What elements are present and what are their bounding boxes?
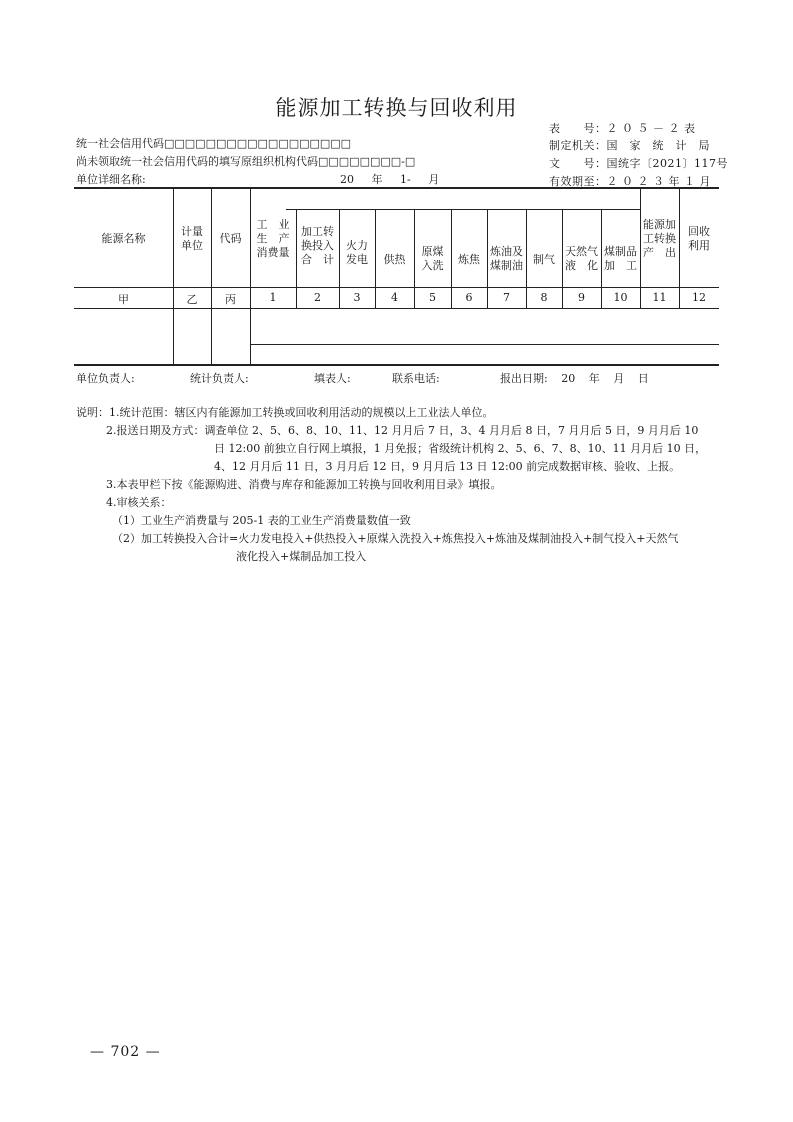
unit-head-label: 单位负责人: bbox=[76, 372, 135, 385]
report-period: 20 年 1- 月 bbox=[340, 173, 440, 186]
header-recycling: 回收 利用 bbox=[688, 225, 710, 252]
header-thermal-power: 火力 发电 bbox=[346, 239, 368, 266]
note-2-cont: 4、12 月月后 11 日，3 月月后 12 日，9 月月后 13 日 12:00 前完成数据审核、验收、上报。 bbox=[214, 460, 681, 473]
page-title: 能源加工转换与回收利用 bbox=[275, 96, 518, 120]
header-energy-name: 能源名称 bbox=[101, 232, 146, 245]
valid-until: 有效期至：２ ０ ２ ３ 年 １ 月 bbox=[549, 175, 711, 188]
header-industrial-consumption: 工 业 生 产 消费量 bbox=[256, 218, 290, 259]
notes-section bbox=[76, 404, 726, 566]
energy-conversion-table bbox=[74, 187, 719, 365]
note-2-cont: 日 12:00 前独立自行网上填报，1 月免报；省级统计机构 2、5、6、7、8、10、11 月月后 10 日， bbox=[214, 442, 707, 455]
phone-label: 联系电话: bbox=[392, 372, 440, 385]
col-number: 11 bbox=[652, 291, 667, 304]
issuing-authority: 制定机关：国 家 统 计 局 bbox=[549, 139, 710, 152]
col-number: 5 bbox=[429, 291, 436, 304]
col-number: 8 bbox=[540, 291, 548, 304]
header-lng: 天然气 液 化 bbox=[565, 245, 598, 272]
table-top-border bbox=[74, 187, 719, 189]
col-number: 1 bbox=[269, 291, 277, 304]
number-row-rule bbox=[74, 308, 719, 309]
header-conversion-output: 能源加 工转换 产 出 bbox=[643, 218, 676, 259]
note-1: 说明：1.统计范围：辖区内有能源加工转换或回收利用活动的规模以上工业法人单位。 bbox=[76, 406, 494, 419]
col-divider bbox=[250, 187, 251, 365]
col-number: 9 bbox=[578, 291, 585, 304]
header-unit: 计量 单位 bbox=[181, 225, 203, 252]
header-coking: 炼焦 bbox=[458, 253, 480, 266]
col-number: 2 bbox=[314, 291, 321, 304]
header-coal-products: 煤制品 加 工 bbox=[604, 245, 637, 272]
col-number: 甲 bbox=[118, 293, 129, 306]
note-4-2-cont: 液化投入+煤制品加工投入 bbox=[236, 550, 367, 563]
col-number: 乙 bbox=[186, 293, 198, 306]
header-oil-refining: 炼油及 煤制油 bbox=[490, 245, 523, 272]
col-number: 3 bbox=[353, 291, 361, 304]
note-3: 3.本表甲栏下按《能源购进、消费与库存和能源加工转换与回收利用目录》填报。 bbox=[106, 478, 502, 491]
note-4: 4.审核关系： bbox=[106, 496, 172, 509]
col-number: 丙 bbox=[225, 293, 236, 306]
note-4-1: （1）工业生产消费量与 205-1 表的工业生产消费量数值一致 bbox=[112, 514, 411, 527]
col-number: 10 bbox=[613, 291, 628, 304]
data-row-rule bbox=[250, 344, 719, 345]
stat-head-label: 统计负责人: bbox=[190, 372, 249, 385]
col-divider bbox=[173, 187, 174, 365]
form-number: 表 号：２ ０ ５ － ２ 表 bbox=[549, 122, 696, 135]
page-number: — 702 — bbox=[90, 1044, 161, 1060]
header-heating: 供热 bbox=[383, 253, 406, 266]
header-gas-making: 制气 bbox=[533, 253, 555, 266]
col-number: 7 bbox=[503, 291, 510, 304]
col-number: 4 bbox=[391, 291, 398, 304]
col-number: 12 bbox=[692, 291, 706, 304]
table-bottom-border bbox=[74, 364, 719, 366]
header-coal-washing: 原煤 入洗 bbox=[421, 245, 444, 272]
note-2: 2.报送日期及方式：调查单位 2、5、6、8、10、11、12 月月后 7 日，3、4 月月后 8 日，7 月月后 5 日，9 月月后 10 bbox=[106, 424, 699, 437]
report-date-label: 报出日期: 20 年 月 日 bbox=[500, 372, 649, 385]
unit-name-label: 单位详细名称: bbox=[76, 173, 146, 186]
org-code-label: 尚未领取统一社会信用代码的填写原组织机构代码□□□□□□□□-□ bbox=[76, 155, 416, 168]
header-code: 代码 bbox=[219, 232, 242, 245]
col-number: 6 bbox=[465, 291, 473, 304]
document-number: 文 号：国统字〔2021〕117号 bbox=[549, 157, 728, 170]
header-input-total: 加工转 换投入 合 计 bbox=[301, 225, 334, 266]
filler-label: 填表人: bbox=[314, 372, 351, 385]
col-divider bbox=[211, 187, 212, 365]
header-bottom-rule bbox=[74, 287, 719, 288]
credit-code-label: 统一社会信用代码□□□□□□□□□□□□□□□□□□ bbox=[76, 137, 352, 150]
note-4-2: （2）加工转换投入合计=火力发电投入+供热投入+原煤入洗投入+炼焦投入+炼油及煤制油投入+制气投入+天然气 bbox=[112, 532, 679, 545]
